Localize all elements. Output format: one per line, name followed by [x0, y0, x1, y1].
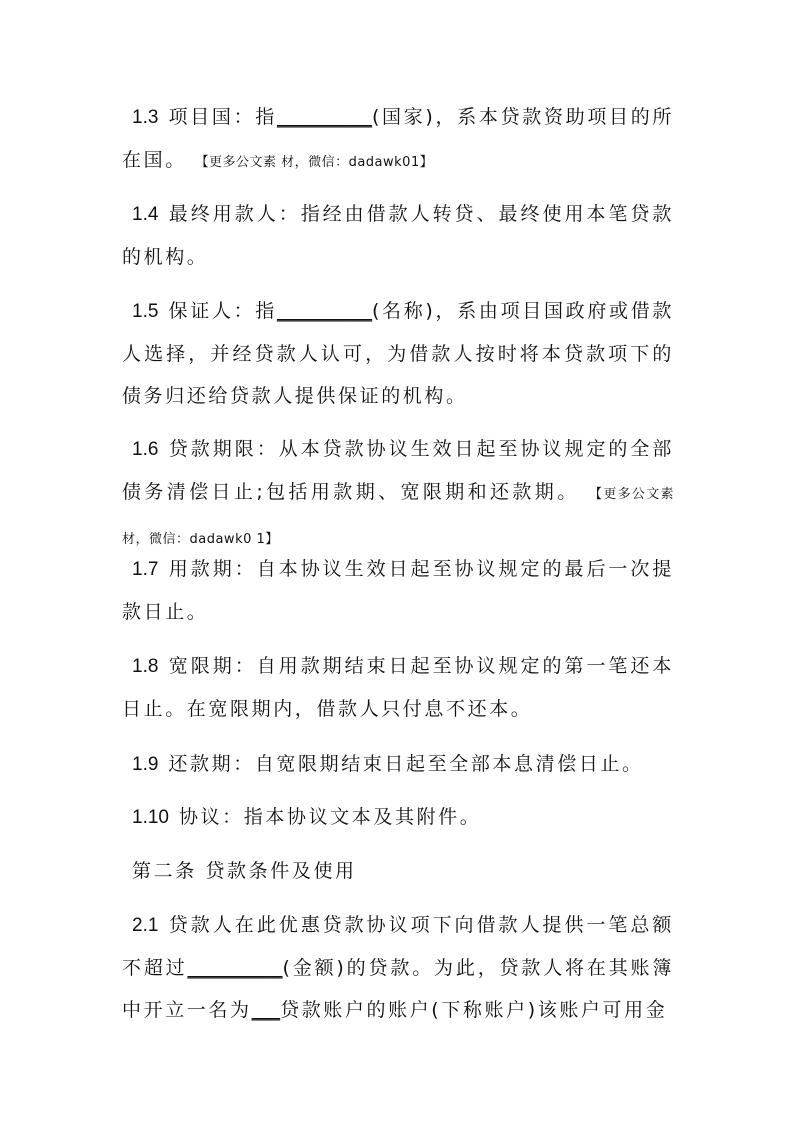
clause-number: 1.8 — [132, 656, 159, 677]
clause-text: 贷款期限：从本贷款协议生效日起至协议规定的全部债务清偿日止;包括用款期、宽限期和还款期。 — [122, 438, 674, 503]
clause-2-1 — [122, 904, 674, 1031]
clause-number: 1.10 — [132, 807, 169, 828]
fill-in-blank: __________ — [276, 106, 372, 128]
clause-text: 宽限期：自用款期结束日起至协议规定的第一笔还本日止。在宽限期内，借款人只付息不还本。 — [122, 655, 674, 720]
clause-1-7 — [122, 548, 674, 633]
clause-text: 还款期：自宽限期结束日起至全部本息清偿日止。 — [168, 753, 644, 775]
clause-text: 最终用款人：指经由借款人转贷、最终使用本笔贷款的机构。 — [122, 203, 674, 268]
clause-1-6 — [122, 428, 674, 561]
clause-text: (国家)，系本贷款资助项目的所在国。 — [122, 106, 674, 171]
clause-number: 1.5 — [132, 301, 159, 322]
clause-number: 1.4 — [132, 204, 159, 225]
clause-1-10 — [122, 796, 674, 839]
clause-text: 保证人：指 — [168, 300, 277, 322]
promo-note: 【更多公文素 材，微信：dadawk01】 — [195, 155, 434, 170]
clause-text: 协议：指本协议文本及其附件。 — [178, 806, 482, 828]
clause-1-5 — [122, 290, 674, 417]
clause-text: 项目国：指 — [168, 106, 277, 128]
clause-text: (名称)，系由项目国政府或借款人选择，并经贷款人认可，为借款人按时将本贷款项下的债务归还给贷款人提供保证的机构。 — [122, 300, 674, 407]
clause-1-8 — [122, 645, 674, 730]
fill-in-blank: __________ — [276, 300, 372, 322]
clause-number: 1.3 — [132, 107, 159, 128]
promo-note: 【更多公文素材，微信：dadawk0 1】 — [122, 487, 674, 547]
clause-text: 用款期：自本协议生效日起至协议规定的最后一次提款日止。 — [122, 558, 674, 623]
clause-text: 贷款账户的账户(下称账户)该账户可用金 — [280, 999, 668, 1021]
clause-1-3 — [122, 96, 674, 184]
clause-text: 贷款人在此优惠贷款协议项下向借款人提供一笔总额不超过 — [122, 914, 674, 979]
clause-number: 1.6 — [132, 439, 159, 460]
clause-1-4 — [122, 193, 674, 278]
fill-in-blank: __________ — [187, 957, 283, 979]
clause-1-9 — [122, 743, 674, 786]
clause-number: 1.9 — [132, 754, 159, 775]
fill-in-blank: ___ — [251, 999, 281, 1021]
clause-number: 1.7 — [132, 559, 159, 580]
clause-number: 2.1 — [132, 915, 159, 936]
section-heading: 第二条 贷款条件及使用 — [132, 860, 357, 882]
clause-text: (金额)的贷款。为此，贷款人将在其账簿中开立一名为 — [122, 957, 674, 1021]
